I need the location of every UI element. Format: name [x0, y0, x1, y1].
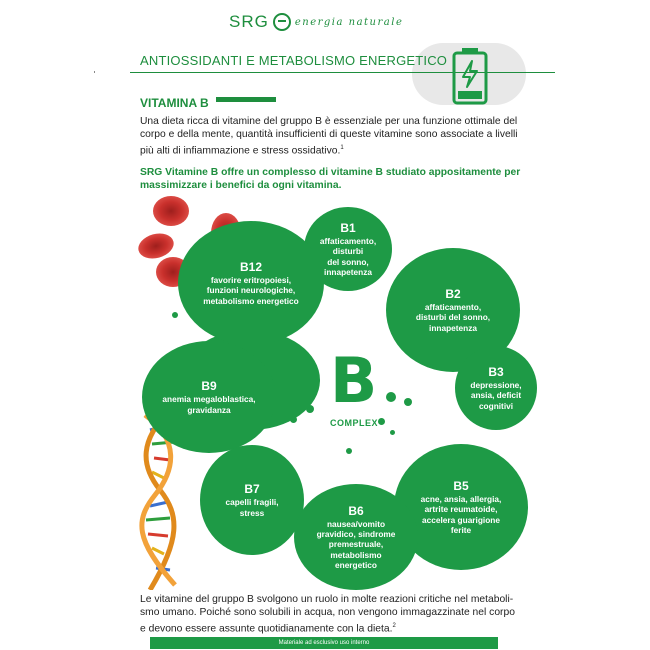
- intro-footnote: 1: [340, 144, 344, 151]
- page-title: ANTIOSSIDANTI E METABOLISMO ENERGETICO: [140, 53, 448, 68]
- vitamin-name: B7: [244, 482, 260, 497]
- decor-dot: [404, 398, 412, 406]
- vitamin-b9-circle: [142, 341, 276, 453]
- highlight-paragraph: SRG Vitamine B offre un complesso di vitamine B studiato appositamente per massimizzare i benefici da ogni vitamina.: [140, 167, 521, 192]
- section-title: VITAMINA B: [140, 96, 209, 110]
- bottom-footnote: 2: [392, 622, 396, 629]
- vitamin-desc: favorire eritropoiesi, funzioni neurologiche, metabolismo energetico: [203, 275, 299, 306]
- vitamin-desc: affaticamento, disturbi del sonno, innapetenza: [319, 236, 377, 277]
- vitamin-desc: affaticamento, disturbi del sonno, innapetenza: [415, 302, 491, 333]
- vitamin-name: B1: [340, 221, 356, 236]
- vitamin-b7-circle: [200, 445, 304, 555]
- intro-text: Una dieta ricca di vitamine del gruppo B è essenziale per una funzione ottimale del corpo e della mente, quantità insufficienti di queste vitamine sono associate a livelli più alti di infiammazione e stress ossidativo.: [140, 116, 518, 157]
- vitamin-desc: depressione, ansia, deficit cognitivi: [470, 380, 522, 411]
- vitamin-name: B2: [445, 287, 461, 302]
- decorative-mark: [94, 71, 95, 73]
- b-complex-letter: B: [330, 344, 378, 417]
- intro-paragraph: [140, 115, 525, 158]
- vitamin-desc: capelli fragili, stress: [225, 497, 279, 518]
- vitamin-b12-circle: [178, 221, 324, 345]
- vitamin-b3-circle: [455, 346, 537, 430]
- vitamin-name: B9: [201, 379, 217, 394]
- bottom-paragraph: [140, 593, 540, 636]
- bottom-text: Le vitamine del gruppo B svolgono un ruolo in molte reazioni critiche nel metaboli- smo umano. Poiché sono solubili in acqua, non vengono immagazzinate nel corpo e devono essere assunte quotidianamente con la dieta.: [140, 594, 515, 635]
- vitamin-name: B12: [239, 260, 262, 275]
- brand-tagline: energia naturale: [294, 16, 404, 28]
- leaf-icon: [273, 13, 291, 31]
- brand-logo: [229, 10, 403, 34]
- vitamin-name: B3: [488, 365, 504, 380]
- b-complex-label: COMPLEX: [330, 418, 379, 428]
- battery-charging-icon: [450, 47, 490, 105]
- decor-dot: [346, 448, 352, 454]
- vitamin-desc: nausea/vomito gravidico, sindrome premestruale, metabolismo energetico: [316, 518, 396, 570]
- decor-dot: [172, 312, 178, 318]
- decor-dot: [386, 392, 396, 402]
- vitamin-desc: acne, ansia, allergia, artrite reumatoide, accelera guarigione ferite: [420, 494, 502, 535]
- brand-name: SRG: [229, 12, 269, 31]
- footer-banner: Materiale ad esclusivo uso interno: [150, 637, 498, 649]
- section-underline: [216, 97, 276, 102]
- vitamin-name: B5: [453, 479, 469, 494]
- decor-dot: [378, 418, 385, 425]
- header-divider: [130, 72, 555, 73]
- vitamin-b6-circle: [294, 484, 418, 590]
- vitamin-desc: anemia megaloblastica, gravidanza: [162, 394, 256, 415]
- decor-dot: [390, 430, 395, 435]
- vitamin-name: B6: [348, 503, 364, 518]
